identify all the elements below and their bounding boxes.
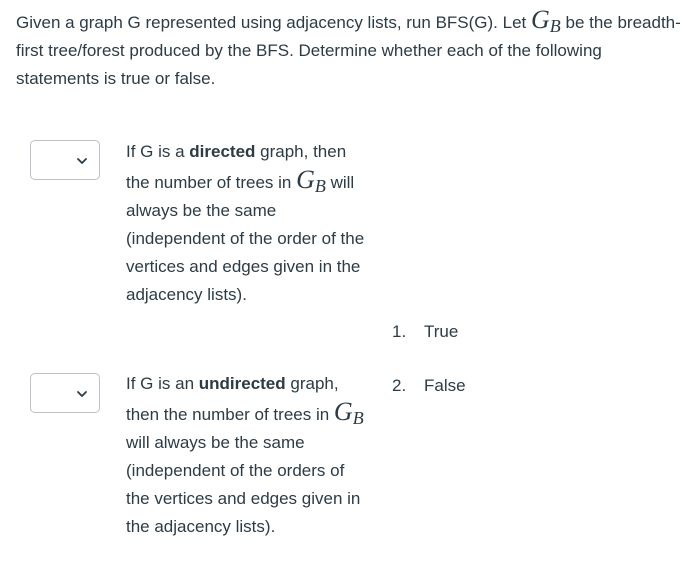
answer-select-1[interactable] (30, 140, 100, 180)
chevron-down-icon (76, 388, 88, 400)
instructions-text-1: Given a graph G represented using adjacency lists, run BFS(G). Let (16, 13, 531, 32)
chevron-down-icon (76, 155, 88, 167)
question-instructions (16, 6, 686, 93)
answer-options-list (392, 318, 466, 400)
answer-select-2[interactable] (30, 373, 100, 413)
statement-2-keyword: undirected (198, 374, 286, 393)
statement-2: If G is an undirected graph, then the number of trees in $G_B$ will always be the same (independent of the orders of the vertices and edges given in the adjacency lists). (126, 374, 364, 536)
statement-1-keyword: directed (189, 142, 256, 161)
statement-1: If G is a directed graph, then the number of trees in $G_B$ will always be the same (independent of the order of the vertices and edges given in the adjacency lists). (126, 142, 365, 304)
instructions-text-2: be the breadth-first tree/forest produced by the BFS. Determine whether each of the following statements is true or false. (16, 13, 681, 88)
gb-symbol: $G_B$ (296, 165, 326, 196)
gb-symbol: $G_B$ (333, 397, 364, 428)
answer-option-false: 2. False (392, 376, 466, 395)
answer-option-true: 1. True (392, 322, 459, 341)
gb-symbol: $G_B$ (530, 5, 561, 36)
